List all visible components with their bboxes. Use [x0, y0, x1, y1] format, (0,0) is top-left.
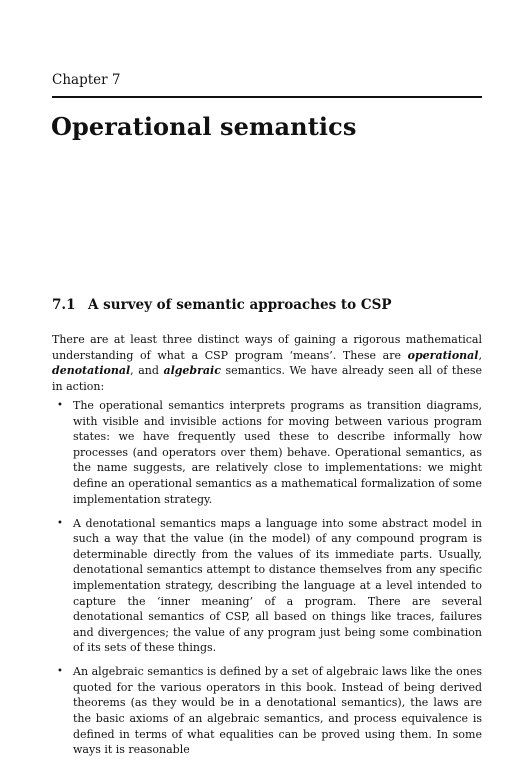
list-item-text: An algebraic semantics is defined by a set of algebraic laws like the ones quoted for the various operators in this book. Instead of being derived theorems (as they would be in a denotational semantics), the laws are the basic axioms of an algebraic semantics, and process equivalence is defined in terms of what equalities can be proved using them. In some ways it is reasonable — [73, 665, 482, 757]
chapter-title: Operational semantics — [51, 112, 357, 141]
section-number: 7.1 — [52, 297, 76, 313]
bullet-icon: • — [57, 666, 63, 678]
list-item-algebraic — [52, 664, 482, 758]
chapter-rule — [52, 96, 482, 98]
chapter-label: Chapter 7 — [52, 72, 121, 88]
list-item-denotational — [52, 516, 482, 656]
list-item-text: The operational semantics interprets programs as transition diagrams, with visible and invisible actions for moving between various program states: we have frequently used these to describe informally how processes (and operators over them) behave. Operational semantics, as the name suggests, are relatively close to implementations: we might define an operational semantics as a mathematical formalization of some implementation strategy. — [73, 399, 482, 506]
intro-text-end: semantics. We have already seen all of these in action: — [52, 364, 482, 393]
term-denotational: denotational — [52, 364, 131, 378]
section-title: A survey of semantic approaches to CSP — [88, 297, 392, 313]
intro-text-start: There are at least three distinct ways of gaining a rigorous mathematical understanding of what a CSP program ‘means’. These are — [52, 333, 482, 362]
bullet-icon: • — [57, 517, 63, 529]
intro-sep-2: , and — [130, 364, 164, 378]
intro-paragraph — [52, 332, 482, 394]
semantics-list — [52, 398, 482, 766]
section-heading — [52, 297, 392, 313]
list-item-operational — [52, 398, 482, 507]
term-algebraic: algebraic — [163, 364, 221, 378]
term-operational: operational — [407, 348, 479, 362]
list-item-text: A denotational semantics maps a language into some abstract model in such a way that the value (in the model) of any compound program is determinable directly from the values of its immediate parts. Usually, denotational semantics attempt to distance themselves from any specific implementation strategy, describing the language at a level intended to capture the ‘inner meaning’ of a program. There are several denotational semantics of CSP, all based on things like traces, failures and divergences; the value of any program just being some combination of its sets of these things. — [73, 516, 482, 655]
intro-sep-1: , — [478, 348, 482, 362]
bullet-icon: • — [57, 400, 63, 411]
